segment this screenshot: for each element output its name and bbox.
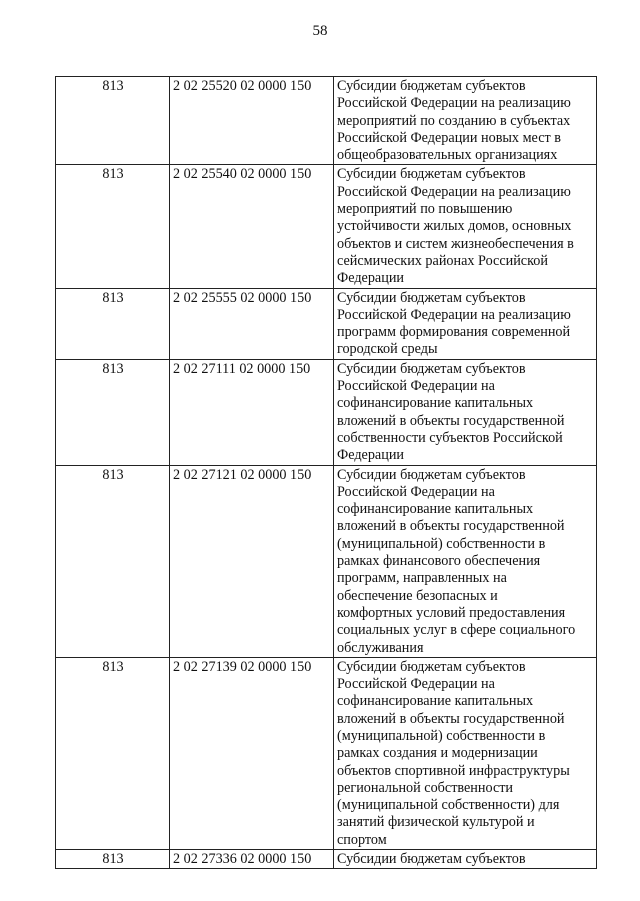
- description-line: рамках финансового обеспечения: [337, 553, 541, 570]
- description-line: региональной собственности: [337, 779, 514, 796]
- description-line: программ формирования современной: [337, 324, 571, 341]
- budget-classification-table: [55, 76, 597, 869]
- revenue-description-cell: [334, 77, 597, 165]
- description-line: вложений в объекты государственной: [337, 518, 565, 535]
- description-line: вложений в объекты государственной: [337, 710, 565, 727]
- description-line: Российской Федерации на: [337, 676, 495, 693]
- description-line: (муниципальной собственности) для: [337, 797, 560, 814]
- description-line: собственности субъектов Российской: [337, 429, 563, 446]
- admin-code-cell: 813: [56, 657, 170, 849]
- kbk-code-cell: 2 02 25520 02 0000 150: [170, 77, 334, 165]
- description-line: общеобразовательных организациях: [337, 147, 558, 164]
- description-line: занятий физической культурой и: [337, 814, 535, 831]
- table-row: [56, 657, 597, 849]
- description-line: Субсидии бюджетам субъектов: [337, 658, 526, 675]
- admin-code-cell: 813: [56, 359, 170, 465]
- table-row: [56, 165, 597, 288]
- page-number: 58: [312, 23, 328, 39]
- description-line: объектов и систем жизнеобеспечения в: [337, 235, 574, 252]
- table-row: [56, 850, 597, 869]
- description-line: Федерации: [337, 270, 405, 287]
- description-line: обеспечение безопасных и: [337, 587, 498, 604]
- table-row: [56, 465, 597, 657]
- table-row: [56, 77, 597, 165]
- description-line: социальных услуг в сфере социального: [337, 622, 576, 639]
- revenue-description-cell: [334, 850, 597, 869]
- kbk-code-cell: 2 02 27336 02 0000 150: [170, 850, 334, 869]
- description-line: Российской Федерации новых мест в: [337, 129, 561, 146]
- description-line: Субсидии бюджетам субъектов: [337, 466, 526, 483]
- description-line: городской среды: [337, 341, 438, 358]
- description-line: Субсидии бюджетам субъектов: [337, 78, 526, 94]
- description-line: Субсидии бюджетам субъектов: [337, 851, 526, 868]
- kbk-code-cell: 2 02 25555 02 0000 150: [170, 288, 334, 359]
- admin-code-cell: 813: [56, 288, 170, 359]
- revenue-description-cell: [334, 657, 597, 849]
- description-line: устойчивости жилых домов, основных: [337, 218, 572, 235]
- description-line: Российской Федерации на реализацию: [337, 183, 571, 200]
- description-line: вложений в объекты государственной: [337, 412, 565, 429]
- description-line: рамках создания и модернизации: [337, 745, 538, 762]
- description-line: сейсмических районах Российской: [337, 252, 548, 269]
- table-body: [56, 77, 597, 869]
- admin-code-cell: 813: [56, 77, 170, 165]
- admin-code-cell: 813: [56, 465, 170, 657]
- kbk-code-cell: 2 02 27111 02 0000 150: [170, 359, 334, 465]
- description-line: обслуживания: [337, 639, 424, 656]
- revenue-description-cell: [334, 359, 597, 465]
- description-line: софинансирование капитальных: [337, 501, 534, 518]
- admin-code-cell: 813: [56, 850, 170, 869]
- description-line: Субсидии бюджетам субъектов: [337, 166, 526, 183]
- kbk-code-cell: 2 02 27139 02 0000 150: [170, 657, 334, 849]
- description-line: Субсидии бюджетам субъектов: [337, 360, 526, 377]
- description-line: Российской Федерации на: [337, 378, 495, 395]
- description-line: Российской Федерации на реализацию: [337, 95, 571, 112]
- description-line: софинансирование капитальных: [337, 693, 534, 710]
- description-line: софинансирование капитальных: [337, 395, 534, 412]
- description-line: Российской Федерации на: [337, 483, 495, 500]
- description-line: объектов спортивной инфраструктуры: [337, 762, 570, 779]
- description-line: (муниципальной) собственности в: [337, 535, 546, 552]
- description-line: Субсидии бюджетам субъектов: [337, 289, 526, 306]
- description-line: Федерации: [337, 447, 405, 464]
- description-line: спортом: [337, 831, 387, 848]
- revenue-description-cell: [334, 165, 597, 288]
- kbk-code-cell: 2 02 25540 02 0000 150: [170, 165, 334, 288]
- description-line: Российской Федерации на реализацию: [337, 306, 571, 323]
- description-line: комфортных условий предоставления: [337, 604, 566, 621]
- kbk-code-cell: 2 02 27121 02 0000 150: [170, 465, 334, 657]
- revenue-description-cell: [334, 465, 597, 657]
- table-row: [56, 288, 597, 359]
- revenue-description-cell: [334, 288, 597, 359]
- admin-code-cell: 813: [56, 165, 170, 288]
- table-row: [56, 359, 597, 465]
- description-line: программ, направленных на: [337, 570, 507, 587]
- description-line: мероприятий по повышению: [337, 201, 513, 218]
- description-line: (муниципальной) собственности в: [337, 727, 546, 744]
- description-line: мероприятий по созданию в субъектах: [337, 112, 571, 129]
